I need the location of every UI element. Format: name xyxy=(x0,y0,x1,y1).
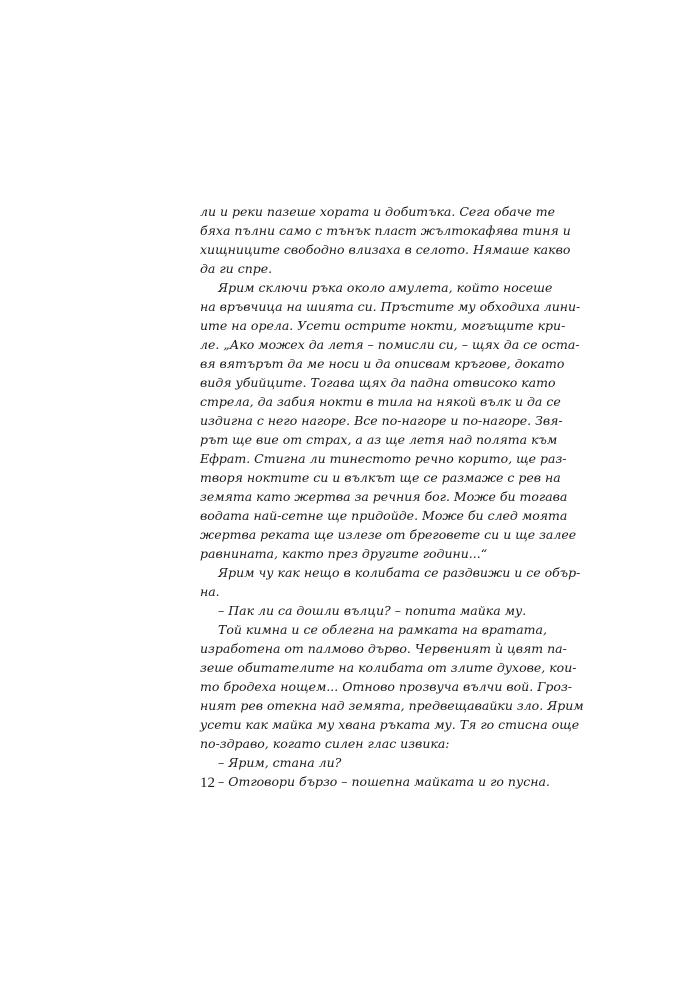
text-line: жертва реката ще излезе от бреговете си и ще залее xyxy=(200,527,577,542)
text-line: ли и реки пазеше хората и добитъка. Сега обаче те xyxy=(200,204,556,219)
page-number: 12 xyxy=(200,775,215,791)
text-line: рът ще вие от страх, а аз ще летя над полята към xyxy=(200,432,558,447)
text-line: Той кимна и се облегна на рамката на вратата, xyxy=(218,622,547,637)
text-line: – Пак ли са дошли вълци? – попита майка му. xyxy=(218,603,527,618)
text-line: ният рев отекна над земята, предвещавайки зло. Ярим xyxy=(200,698,584,713)
text-line: зеше обитателите на колибата от злите духове, кои- xyxy=(200,660,577,675)
text-line: Ярим сключи ръка около амулета, който носеше xyxy=(218,280,553,295)
text-line: равнината, както през другите години...“ xyxy=(200,546,488,561)
text-line: Ярим чу как нещо в колибата се раздвижи и се обър- xyxy=(218,565,581,580)
text-line: земята като жертва за речния бог. Може би тогава xyxy=(200,489,568,504)
text-line: на. xyxy=(200,584,220,599)
text-line: – Отговори бързо – пошепна майката и го пусна. xyxy=(218,774,550,789)
text-line: да ги спре. xyxy=(200,261,273,276)
text-line: ите на орела. Усети острите нокти, могъщите кри- xyxy=(200,318,566,333)
text-line: по-здраво, когато силен глас извика: xyxy=(200,736,450,751)
text-line: на връвчица на шията си. Пръстите му обходиха лини- xyxy=(200,299,581,314)
text-line: издигна с него нагоре. Все по-нагоре и по-нагоре. Звя- xyxy=(200,413,563,428)
text-line: водата най-сетне ще придойде. Може би след моята xyxy=(200,508,568,523)
text-line: творя ноктите си и вълкът ще се размаже с рев на xyxy=(200,470,561,485)
text-line: ле. „Ако можех да летя – помисли си, – щях да се оста- xyxy=(200,337,580,352)
text-line: бяха пълни само с тънък пласт жълтокафява тиня и xyxy=(200,223,571,238)
text-line: вя вятърът да ме носи и да описвам кръгове, докато xyxy=(200,356,565,371)
text-line: хищниците свободно влизаха в селото. Нямаше какво xyxy=(200,242,571,257)
text-line: изработена от палмово дърво. Червеният ѝ цвят па- xyxy=(200,641,567,656)
text-line: усети как майка му хвана ръката му. Тя го стисна още xyxy=(200,717,580,732)
text-line: видя убийците. Тогава щях да падна отвисоко като xyxy=(200,375,556,390)
text-line: – Ярим, стана ли? xyxy=(218,755,342,770)
text-line: Ефрат. Стигна ли тинестото речно корито, ще раз- xyxy=(200,451,567,466)
text-line: то бродеха нощем... Отново прозвуча вълчи вой. Грoз- xyxy=(200,679,572,694)
text-line: стрела, да забия нокти в тила на някой вълк и да се xyxy=(200,394,561,409)
